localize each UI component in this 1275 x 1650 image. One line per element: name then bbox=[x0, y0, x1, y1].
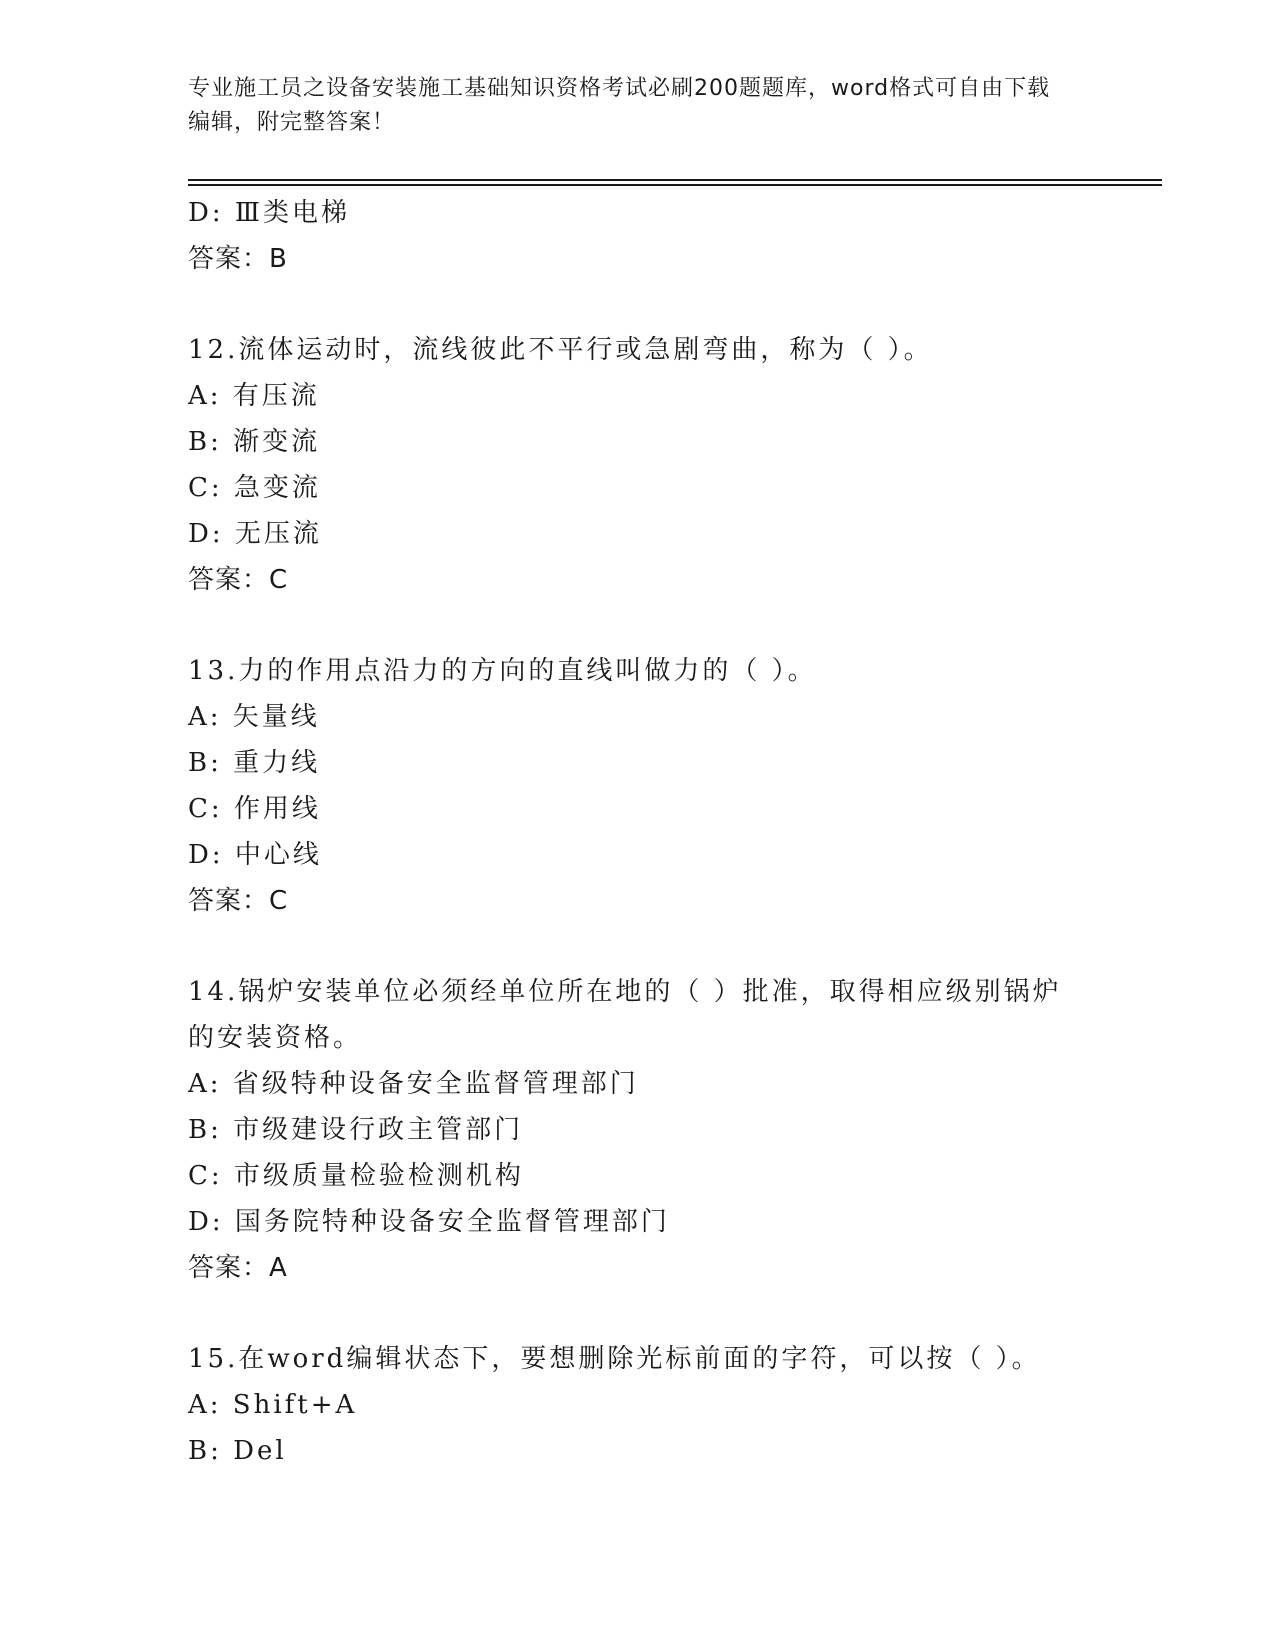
option-b: B: 重力线 bbox=[188, 748, 321, 778]
option-d: D: 中心线 bbox=[188, 840, 322, 870]
question-stem-line-2: 的安装资格。 bbox=[188, 1023, 363, 1053]
answer: 答案：C bbox=[188, 886, 289, 916]
option-d: D: 无压流 bbox=[188, 519, 322, 549]
option-c: C: 作用线 bbox=[188, 794, 321, 824]
header-rule-top bbox=[188, 179, 1162, 181]
option-d: D: 国务院特种设备安全监督管理部门 bbox=[188, 1207, 670, 1237]
option-d: D: Ⅲ类电梯 bbox=[188, 198, 350, 228]
option-b: B: 渐变流 bbox=[188, 427, 321, 457]
option-a: A: Shift+A bbox=[188, 1390, 358, 1420]
question-stem: 12.流体运动时，流线彼此不平行或急剧弯曲，称为（ ）。 bbox=[188, 335, 933, 365]
option-a: A: 矢量线 bbox=[188, 702, 320, 732]
option-a: A: 省级特种设备安全监督管理部门 bbox=[188, 1069, 639, 1099]
answer: 答案：A bbox=[188, 1253, 288, 1283]
option-c: C: 急变流 bbox=[188, 473, 321, 503]
answer: 答案：C bbox=[188, 565, 289, 595]
option-c: C: 市级质量检验检测机构 bbox=[188, 1161, 524, 1191]
question-stem: 15.在word编辑状态下，要想删除光标前面的字符，可以按（ ）。 bbox=[188, 1344, 1041, 1374]
option-b: B: Del bbox=[188, 1436, 287, 1466]
option-a: A: 有压流 bbox=[188, 381, 320, 411]
question-stem: 13.力的作用点沿力的方向的直线叫做力的（ ）。 bbox=[188, 656, 817, 686]
answer: 答案：B bbox=[188, 244, 288, 274]
question-list bbox=[188, 190, 1088, 1474]
question-stem-line-1: 14.锅炉安装单位必须经单位所在地的（ ）批准，取得相应级别锅炉 bbox=[188, 977, 1062, 1007]
document-header: 专业施工员之设备安装施工基础知识资格考试必刷200题题库，word格式可自由下载编辑，附完整答案！ bbox=[188, 76, 1051, 135]
option-b: B: 市级建设行政主管部门 bbox=[188, 1115, 524, 1145]
header-rule-bottom bbox=[188, 184, 1162, 186]
